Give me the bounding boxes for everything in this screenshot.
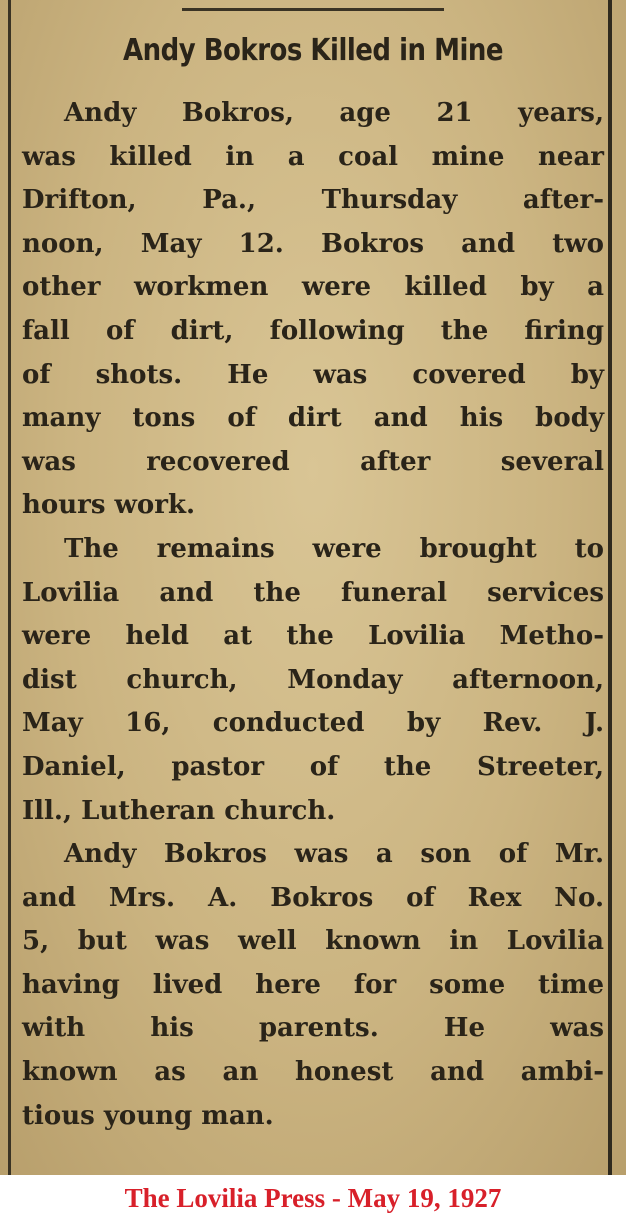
article-line: and Mrs. A. Bokros of Rex No. (22, 882, 604, 913)
article-line: Lovilia and the funeral services (22, 577, 604, 608)
article-line: Drifton, Pa., Thursday after- (22, 185, 604, 216)
source-caption: The Lovilia Press - May 19, 1927 (124, 1183, 502, 1213)
article-line: Daniel, pastor of the Streeter, (22, 751, 604, 782)
article-line: noon, May 12. Bokros and two (22, 228, 604, 259)
article-line: tious young man. (22, 1100, 274, 1131)
article-line: May 16, conducted by Rev. J. (22, 708, 604, 739)
article-line: was killed in a coal mine near (22, 141, 604, 172)
article-line: 5, but was well known in Lovilia (22, 926, 604, 957)
article-line: having lived here for some time (22, 969, 604, 1000)
article-line: dist church, Monday afternoon, (22, 664, 604, 695)
article-line: Andy Bokros, age 21 years, (64, 98, 604, 128)
article-line: of shots. He was covered by (22, 359, 604, 390)
article-line: hours work. (22, 490, 196, 521)
column-rule-right (608, 0, 612, 1175)
article-line: known as an honest and ambi- (22, 1057, 604, 1088)
article-headline: Andy Bokros Killed in Mine (122, 33, 503, 69)
article-line: Andy Bokros was a son of Mr. (64, 839, 604, 870)
column-rule-left (8, 0, 11, 1175)
article-line: other workmen were killed by a (22, 272, 604, 303)
article-line: fall of dirt, following the firing (22, 315, 604, 346)
article-body (22, 92, 604, 1138)
article-line: were held at the Lovilia Metho- (22, 621, 604, 652)
article-line: was recovered after several (22, 446, 604, 477)
article-line: many tons of dirt and his body (22, 403, 604, 434)
article-line: The remains were brought to (64, 533, 604, 564)
headline-rule (182, 8, 444, 11)
article-line: Ill., Lutheran church. (22, 795, 336, 826)
article-line: with his parents. He was (22, 1013, 604, 1044)
